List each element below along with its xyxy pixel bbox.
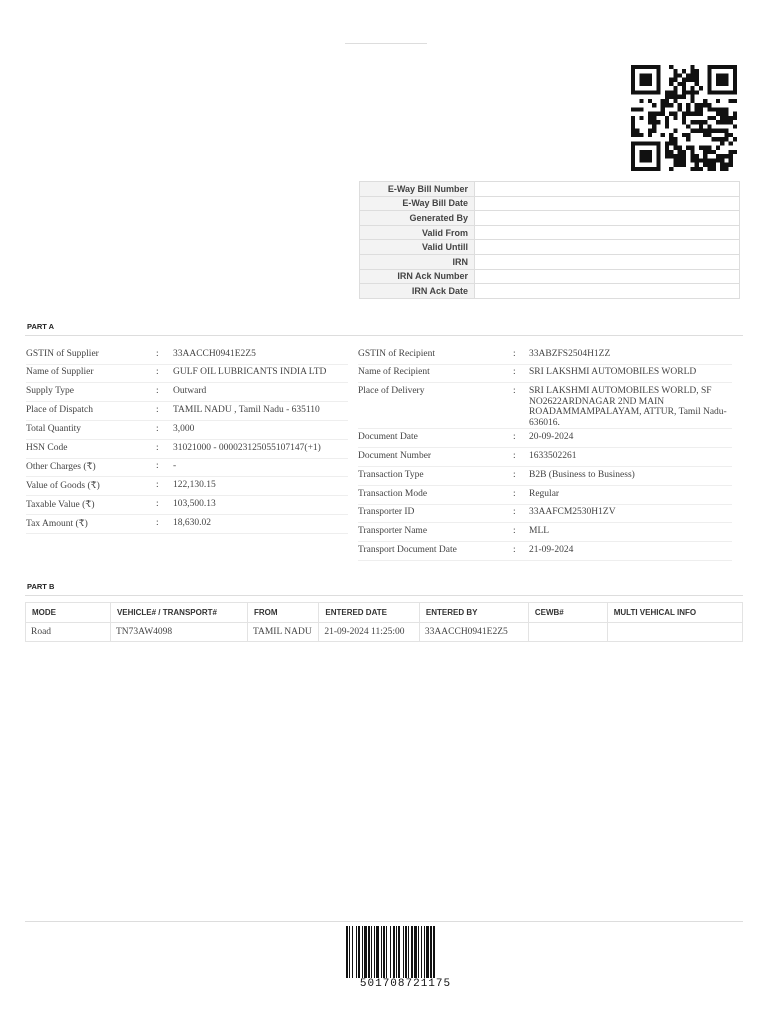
part-a-field-row — [358, 507, 732, 523]
part-a-field-row — [358, 545, 732, 561]
field-label: Transaction Type — [358, 470, 424, 480]
eway-info-label: E-Way Bill Date — [360, 196, 475, 211]
part-a-title: PART A — [27, 322, 55, 331]
eway-info-label: Valid From — [360, 225, 475, 240]
part-a-field-row — [358, 367, 732, 383]
eway-info-value — [475, 240, 740, 255]
field-value: Outward — [173, 386, 207, 396]
field-value: GULF OIL LUBRICANTS INDIA LTD — [173, 367, 327, 377]
eway-info-row — [360, 254, 740, 269]
field-separator: : — [513, 507, 516, 517]
field-value: B2B (Business to Business) — [529, 470, 635, 480]
part-a-field-row — [26, 349, 348, 365]
field-value: 31021000 - 000023125055107147(+1) — [173, 443, 321, 453]
field-label: Name of Supplier — [26, 367, 94, 377]
part-b-column-header: ENTERED DATE — [319, 603, 420, 623]
field-value: 122,130.15 — [173, 480, 216, 490]
field-separator: : — [513, 349, 516, 359]
bottom-divider — [25, 921, 743, 922]
eway-info-value — [475, 284, 740, 299]
field-label: Other Charges (₹) — [26, 462, 96, 472]
part-a-field-row — [358, 386, 732, 429]
eway-info-label: Generated By — [360, 211, 475, 226]
field-separator: : — [513, 451, 516, 461]
field-value: - — [173, 461, 177, 471]
eway-info-value — [475, 182, 740, 197]
eway-info-row — [360, 211, 740, 226]
eway-info-row — [360, 225, 740, 240]
field-label: Document Date — [358, 432, 418, 442]
field-separator: : — [513, 386, 516, 396]
part-a-divider — [25, 335, 743, 336]
field-label: Name of Recipient — [358, 367, 430, 377]
eway-info-label: Valid Untill — [360, 240, 475, 255]
part-a-field-row — [26, 443, 348, 459]
eway-info-row — [360, 269, 740, 284]
field-separator: : — [156, 367, 159, 377]
eway-info-row — [360, 284, 740, 299]
field-label: HSN Code — [26, 443, 68, 453]
part-a-field-row — [358, 349, 732, 365]
eway-info-row — [360, 240, 740, 255]
field-label: Transporter Name — [358, 526, 428, 536]
field-separator: : — [156, 349, 159, 359]
part-b-column-header: FROM — [247, 603, 318, 623]
field-value: 103,500.13 — [173, 499, 216, 509]
field-separator: : — [513, 367, 516, 377]
field-value: 33ABZFS2504H1ZZ — [529, 349, 611, 359]
field-separator: : — [513, 545, 516, 555]
field-value: 33AAFCM2530H1ZV — [529, 507, 616, 517]
part-b-divider — [25, 595, 743, 596]
part-a-field-row — [26, 367, 348, 383]
field-label: Document Number — [358, 451, 432, 461]
part-a-field-row — [26, 461, 348, 477]
eway-info-value — [475, 211, 740, 226]
field-label: Transporter ID — [358, 507, 415, 517]
part-a-field-row — [26, 424, 348, 440]
part-b-column-header: MULTI VEHICAL INFO — [607, 603, 742, 623]
qr-code — [628, 65, 740, 171]
part-b-cell: 33AACCH0941E2Z5 — [419, 623, 528, 642]
eway-info-label: IRN Ack Date — [360, 284, 475, 299]
field-label: Transport Document Date — [358, 545, 457, 555]
field-label: GSTIN of Supplier — [26, 349, 99, 359]
field-label: GSTIN of Recipient — [358, 349, 436, 359]
field-label: Place of Dispatch — [26, 405, 94, 415]
top-divider — [345, 43, 427, 44]
field-separator: : — [513, 432, 516, 442]
part-b-cell — [607, 623, 742, 642]
field-value: MLL — [529, 526, 550, 536]
part-a-field-row — [358, 432, 732, 448]
part-a-field-row — [26, 386, 348, 402]
field-value: 1633502261 — [529, 451, 577, 461]
field-value: 33AACCH0941E2Z5 — [173, 349, 256, 359]
field-label: Taxable Value (₹) — [26, 500, 95, 510]
part-b-cell: TN73AW4098 — [110, 623, 247, 642]
field-label: Supply Type — [26, 386, 74, 396]
field-separator: : — [513, 470, 516, 480]
field-label: Transaction Mode — [358, 489, 428, 499]
field-value: SRI LAKSHMI AUTOMOBILES WORLD — [529, 367, 697, 377]
field-value: 21-09-2024 — [529, 545, 574, 555]
part-b-title: PART B — [27, 582, 55, 591]
field-separator: : — [156, 405, 159, 415]
field-value: Regular — [529, 489, 560, 499]
part-a-field-row — [26, 518, 348, 534]
field-separator: : — [156, 386, 159, 396]
eway-info-label: IRN — [360, 254, 475, 269]
field-value: TAMIL NADU , Tamil Nadu - 635110 — [173, 405, 320, 415]
field-label: Total Quantity — [26, 424, 82, 434]
field-separator: : — [513, 526, 516, 536]
field-label: Place of Delivery — [358, 386, 425, 396]
part-b-cell — [528, 623, 607, 642]
part-b-header-row — [26, 603, 743, 623]
eway-info-value — [475, 196, 740, 211]
eway-info-label: IRN Ack Number — [360, 269, 475, 284]
field-value: SRI LAKSHMI AUTOMOBILES WORLD, SF NO2622ARDNAGAR 2ND MAIN ROADAMMAMPALAYAM, ATTUR, Tamil Nadu-636016. — [529, 386, 727, 428]
field-separator: : — [156, 424, 159, 434]
part-b-cell: Road — [26, 623, 111, 642]
part-b-row — [26, 623, 743, 642]
field-value: 20-09-2024 — [529, 432, 574, 442]
eway-info-value — [475, 269, 740, 284]
barcode — [346, 926, 465, 978]
part-a-field-row — [358, 489, 732, 505]
part-a-field-row — [358, 451, 732, 467]
field-value: 18,630.02 — [173, 518, 211, 528]
part-b-column-header: VEHICLE# / TRANSPORT# — [110, 603, 247, 623]
eway-info-row — [360, 196, 740, 211]
eway-info-row — [360, 182, 740, 197]
part-b-cell: TAMIL NADU — [247, 623, 318, 642]
part-a-field-row — [26, 499, 348, 515]
part-b-cell: 21-09-2024 11:25:00 — [319, 623, 420, 642]
field-separator: : — [513, 489, 516, 499]
part-a-field-row — [358, 470, 732, 486]
field-separator: : — [156, 443, 159, 453]
eway-info-value — [475, 254, 740, 269]
field-separator: : — [156, 499, 159, 509]
eway-info-value — [475, 225, 740, 240]
part-a-field-row — [358, 526, 732, 542]
part-b-column-header: CEWB# — [528, 603, 607, 623]
part-b-column-header: MODE — [26, 603, 111, 623]
field-value: 3,000 — [173, 424, 195, 434]
eway-bill-info-table — [359, 181, 740, 299]
part-b-table — [25, 602, 743, 642]
field-separator: : — [156, 461, 159, 471]
part-a-field-row — [26, 405, 348, 421]
field-label: Tax Amount (₹) — [26, 519, 88, 529]
part-b-column-header: ENTERED BY — [419, 603, 528, 623]
field-separator: : — [156, 518, 159, 528]
part-a-field-row — [26, 480, 348, 496]
eway-info-label: E-Way Bill Number — [360, 182, 475, 197]
field-label: Value of Goods (₹) — [26, 481, 100, 491]
barcode-number: 501708721175 — [359, 978, 452, 990]
field-separator: : — [156, 480, 159, 490]
